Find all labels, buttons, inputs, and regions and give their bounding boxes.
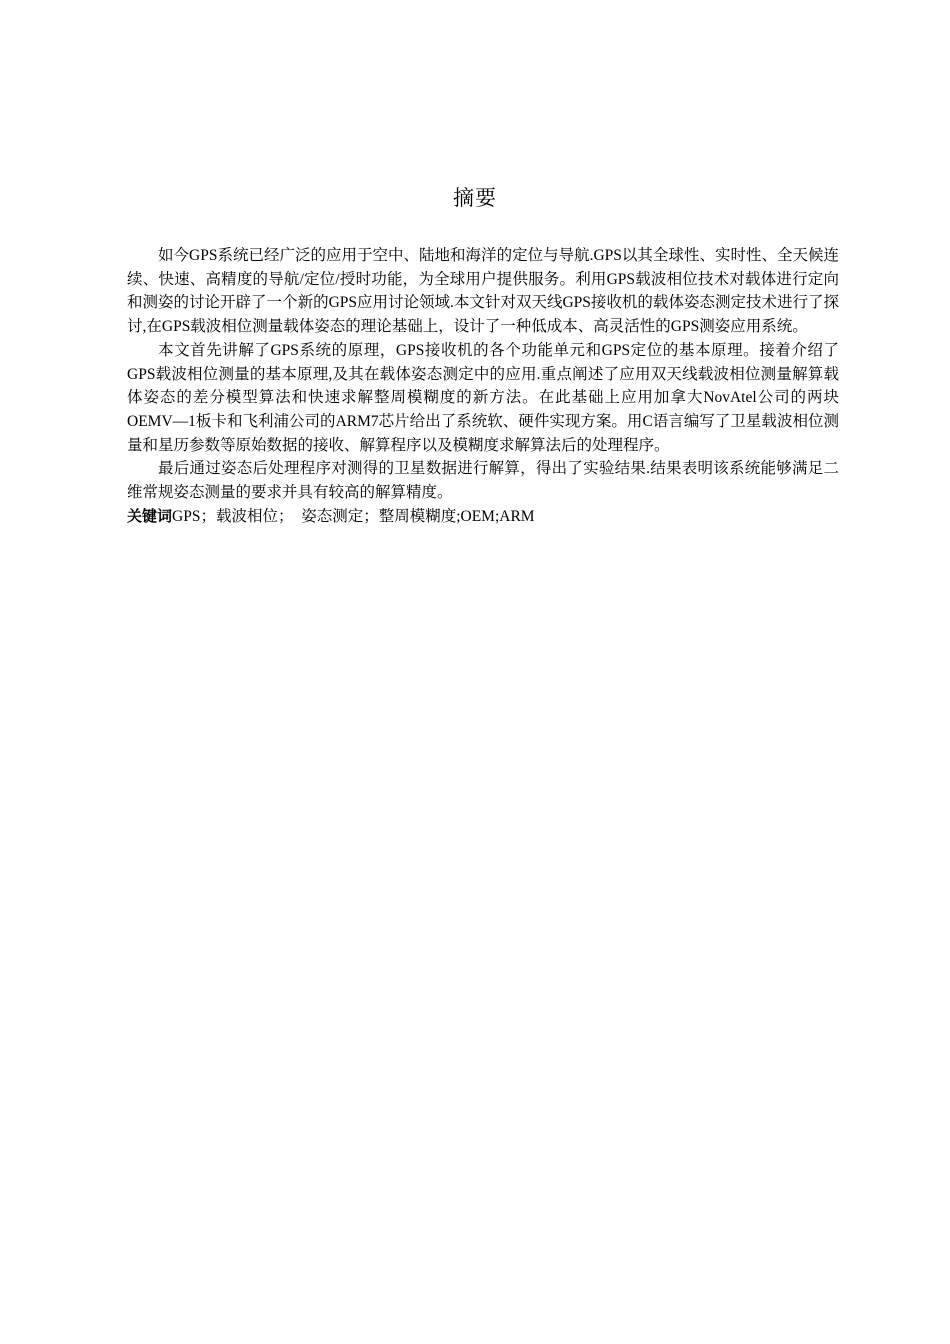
abstract-title: 摘要	[453, 186, 497, 210]
keywords-line	[127, 505, 839, 529]
abstract-paragraph-2: 本文首先讲解了GPS系统的原理，GPS接收机的各个功能单元和GPS定位的基本原理。接着介绍了GPS载波相位测量的基本原理,及其在载体姿态测定中的应用.重点阐述了应用双天线载波相位测量解算载体姿态的差分模型算法和快速求解整周模糊度的新方法。在此基础上应用加拿大NovAtel公司的两块OEMV—1板卡和飞利浦公司的ARM7芯片给出了系统软、硬件实现方案。用C语言编写了卫星载波相位测量和星历参数等原始数据的接收、解算程序以及模糊度求解算法后的处理程序。	[127, 341, 839, 454]
abstract-paragraph-1: 如今GPS系统已经广泛的应用于空中、陆地和海洋的定位与导航.GPS以其全球性、实时性、全天候连续、快速、高精度的导航/定位/授时功能，为全球用户提供服务。利用GPS载波相位技术对载体进行定向和测姿的讨论开辟了一个新的GPS应用讨论领域.本文针对双天线GPS接收机的载体姿态测定技术进行了探讨,在GPS载波相位测量载体姿态的理论基础上，设计了一种低成本、高灵活性的GPS测姿应用系统。	[127, 247, 839, 336]
keywords-text: GPS；载波相位； 姿态测定；整周模糊度;OEM;ARM	[172, 507, 535, 525]
keywords-label: 关键词	[127, 506, 173, 525]
abstract-body	[127, 244, 839, 528]
abstract-paragraph-3: 最后通过姿态后处理程序对测得的卫星数据进行解算，得出了实验结果.结果表明该系统能够满足二维常规姿态测量的要求并具有较高的解算精度。	[127, 460, 839, 502]
